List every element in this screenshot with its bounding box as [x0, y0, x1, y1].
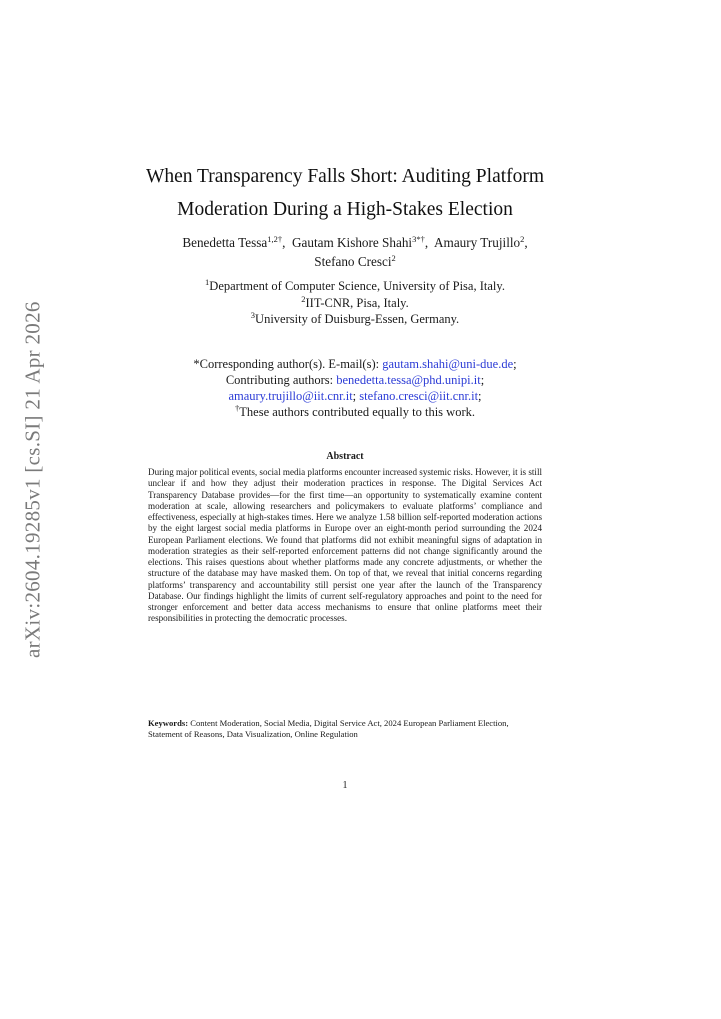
- author-affil-mark: 2: [391, 253, 396, 263]
- equal-contribution-mark: †: [235, 403, 240, 413]
- paper-title: [90, 160, 600, 226]
- affiliation: $^2$IIT-CNR, Pisa, Italy.: [301, 293, 409, 310]
- equal-contribution-note: These authors contributed equally to this work.: [239, 405, 475, 419]
- affiliation-mark: 2: [301, 293, 306, 304]
- author-affil-mark: 2: [520, 234, 525, 244]
- author-name: Gautam Kishore Shahi: [291, 235, 413, 250]
- contributing-label: Contributing authors:: [225, 373, 337, 387]
- page-number: 1: [342, 780, 348, 791]
- contributing-email-link[interactable]: stefano.cresci@iit.cnr.it: [359, 389, 479, 403]
- keywords: [148, 718, 542, 740]
- author-name: Benedetta Tessa: [182, 235, 268, 250]
- affiliation-list: [110, 278, 600, 328]
- author-list: Benedetta Tessa$^{1,2\dagger}$, Gautam Kishore Shahi$^{3*\dagger}$, Amaury Trujillo$^2$, Stefano Cresci$^2$: [182, 234, 528, 269]
- title-line-1: When Transparency Falls Short: Auditing Platform: [145, 166, 545, 187]
- arxiv-identifier: arXiv:2604.19285v1 [cs.SI] 21 Apr 2026: [20, 301, 45, 659]
- author-name: Amaury Trujillo: [434, 235, 521, 250]
- affiliation-mark: 3: [250, 310, 256, 320]
- abstract-heading: Abstract: [326, 451, 364, 462]
- correspondence-block: *Corresponding author(s). E-mail(s): gautam.shahi@uni-due.de; Contributing authors: benedetta.tessa@phd.unipi.it; amaury.trujillo@iit.cnr.it; stefano.cresci@iit.cnr.it; †These authors contributed equally to this work.: [193, 357, 517, 419]
- author-affil-mark: 3*†: [412, 234, 425, 244]
- keywords-label: Keywords:: [148, 718, 189, 728]
- abstract-text: During major political events, social media platforms encounter increased systemic risks. However, it is still unclear if and how they adjust their moderation practices in response. The Digital Services Act Transparency Database provides—for the first time—an opportunity to systematically examine content moderation at scale, allowing researchers and policymakers to evaluate platforms’ compliance and effectiveness, especially at high-stakes times. Here we analyze 1.58 billion self-reported moderation actions by the eight largest social media platforms in Europe over an eight-month period surrounding the 2024 European Parliament elections. We found that platforms did not exhibit meaningful signs of adaptation in moderation strategies as their self-reported enforcement patterns did not change significantly around the elections. This raises questions about whether platforms made any concrete adjustments, or whether the structure of the database may have masked them. On top of that, we reveal that initial concerns regarding platforms’ transparency and accountability still persist one year after the launch of the Transparency Database. Our findings highlight the limits of current self-regulatory approaches and point to the need for stronger enforcement and better data access mechanisms to ensure that online platforms meet their responsibilities in protecting the democratic processes.: [148, 467, 542, 624]
- keywords-text: Content Moderation, Social Media, Digital Service Act, 2024 European Parliament Election, Statement of Reasons, Data Visualization, Online Regulation: [148, 718, 509, 739]
- affiliation-mark: 1: [205, 277, 210, 287]
- corresponding-label: *Corresponding author(s). E-mail(s):: [193, 357, 383, 371]
- corresponding-email-link[interactable]: gautam.shahi@uni-due.de: [382, 357, 514, 371]
- title-line-2: Moderation During a High-Stakes Election: [177, 199, 513, 220]
- author-affil-mark: 1,2†: [267, 234, 283, 244]
- affiliation: $^1$Department of Computer Science, University of Pisa, Italy.: [205, 277, 505, 293]
- contributing-email-link[interactable]: amaury.trujillo@iit.cnr.it: [228, 389, 353, 403]
- contributing-email-link[interactable]: benedetta.tessa@phd.unipi.it: [336, 373, 481, 387]
- affiliation: $^3$University of Duisburg-Essen, Germany.: [250, 310, 460, 326]
- author-name: Stefano Cresci: [314, 254, 392, 269]
